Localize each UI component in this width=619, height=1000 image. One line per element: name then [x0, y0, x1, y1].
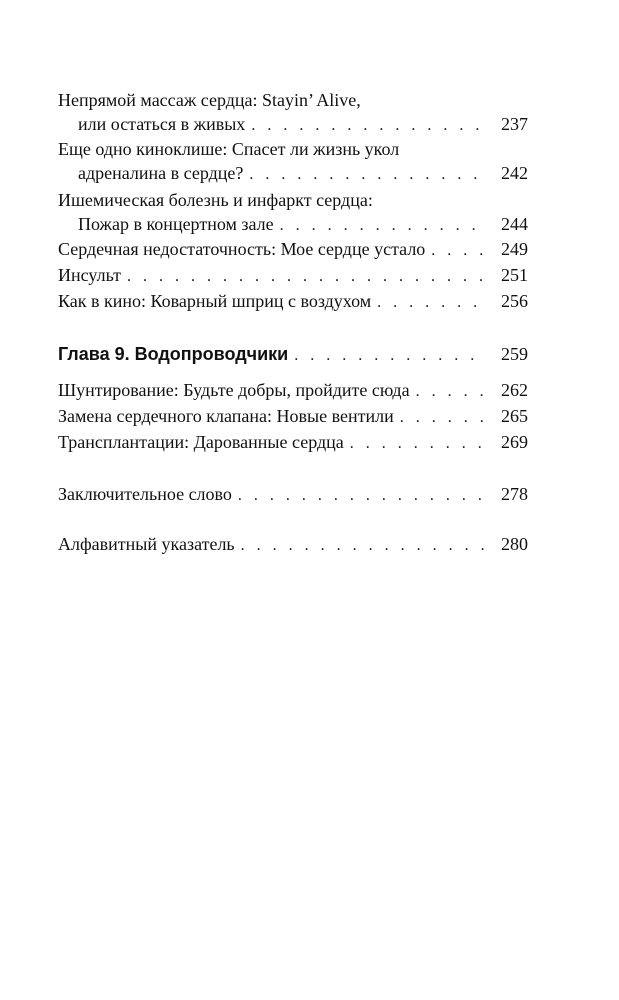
toc-entry-line — [58, 482, 528, 506]
toc-entry-title: Инсульт — [58, 265, 121, 285]
toc-entry-afterword[interactable] — [58, 482, 528, 506]
toc-entry-title: Замена сердечного клапана: Новые вентили — [58, 406, 394, 426]
toc-entry-index[interactable] — [58, 532, 528, 556]
toc-page-number: 242 — [501, 163, 528, 183]
toc-entry-title-continued: адреналина в сердце? — [78, 163, 244, 183]
toc-entry[interactable] — [58, 88, 528, 136]
toc-entry-line — [58, 378, 528, 402]
dot-leader — [377, 291, 486, 315]
toc-entry[interactable] — [58, 263, 528, 287]
chapter-title: Глава 9. Водопроводчики — [58, 344, 289, 364]
toc-entry-title-continued: или остаться в живых — [78, 114, 246, 134]
toc-entry[interactable] — [58, 404, 528, 428]
toc-chapter-line — [58, 342, 528, 366]
toc-entry[interactable] — [58, 430, 528, 454]
toc-entry-line — [58, 237, 528, 261]
toc-entry-title: Еще одно киноклише: Спасет ли жизнь укол — [58, 139, 400, 159]
toc-chapter-heading[interactable] — [58, 342, 528, 366]
dot-leader — [280, 214, 486, 238]
toc-entry-first-line — [58, 188, 528, 212]
toc-page-number: 251 — [501, 265, 528, 285]
toc-entry-line — [58, 404, 528, 428]
toc-entry-second-line — [58, 112, 528, 136]
toc-entry-second-line — [58, 161, 528, 185]
toc-page-number: 278 — [501, 484, 528, 504]
toc-entry-title: Непрямой массаж сердца: Stayin’ Alive, — [58, 90, 361, 110]
dot-leader — [127, 265, 486, 289]
toc-entry[interactable] — [58, 188, 528, 236]
toc-entry-line — [58, 263, 528, 287]
toc-entry-line — [58, 289, 528, 313]
toc-page-number: 259 — [501, 344, 528, 364]
toc-entry[interactable] — [58, 237, 528, 261]
dot-leader — [238, 484, 486, 508]
toc-page-number: 265 — [501, 406, 528, 426]
toc-page-number: 269 — [501, 432, 528, 452]
dot-leader — [251, 114, 486, 138]
dot-leader — [249, 163, 486, 187]
toc-entry-title: Заключительное слово — [58, 484, 232, 504]
toc-entry-title-continued: Пожар в концертном зале — [78, 214, 274, 234]
dot-leader — [350, 432, 486, 456]
toc-entry-title: Ишемическая болезнь и инфаркт сердца: — [58, 190, 373, 210]
dot-leader — [416, 380, 486, 404]
toc-entry[interactable] — [58, 378, 528, 402]
toc-page-number: 262 — [501, 380, 528, 400]
toc-entry-second-line — [58, 212, 528, 236]
toc-entry-title: Алфавитный указатель — [58, 534, 235, 554]
toc-page-number: 256 — [501, 291, 528, 311]
dot-leader — [241, 534, 486, 558]
dot-leader — [294, 344, 486, 368]
toc-page-number: 244 — [501, 214, 528, 234]
toc-entry-title: Сердечная недостаточность: Мое сердце устало — [58, 239, 426, 259]
toc-entry-title: Как в кино: Коварный шприц с воздухом — [58, 291, 372, 311]
toc-page-number: 237 — [501, 114, 528, 134]
toc-entry-line — [58, 532, 528, 556]
toc-entry-line — [58, 430, 528, 454]
toc-entry-first-line — [58, 137, 528, 161]
toc-entry[interactable] — [58, 137, 528, 185]
toc-entry-title: Трансплантации: Дарованные сердца — [58, 432, 344, 452]
toc-page-number: 280 — [501, 534, 528, 554]
toc-entry-title: Шунтирование: Будьте добры, пройдите сюда — [58, 380, 410, 400]
dot-leader — [431, 239, 486, 263]
toc-entry-first-line — [58, 88, 528, 112]
toc-page-number: 249 — [501, 239, 528, 259]
toc-entry[interactable] — [58, 289, 528, 313]
dot-leader — [400, 406, 486, 430]
